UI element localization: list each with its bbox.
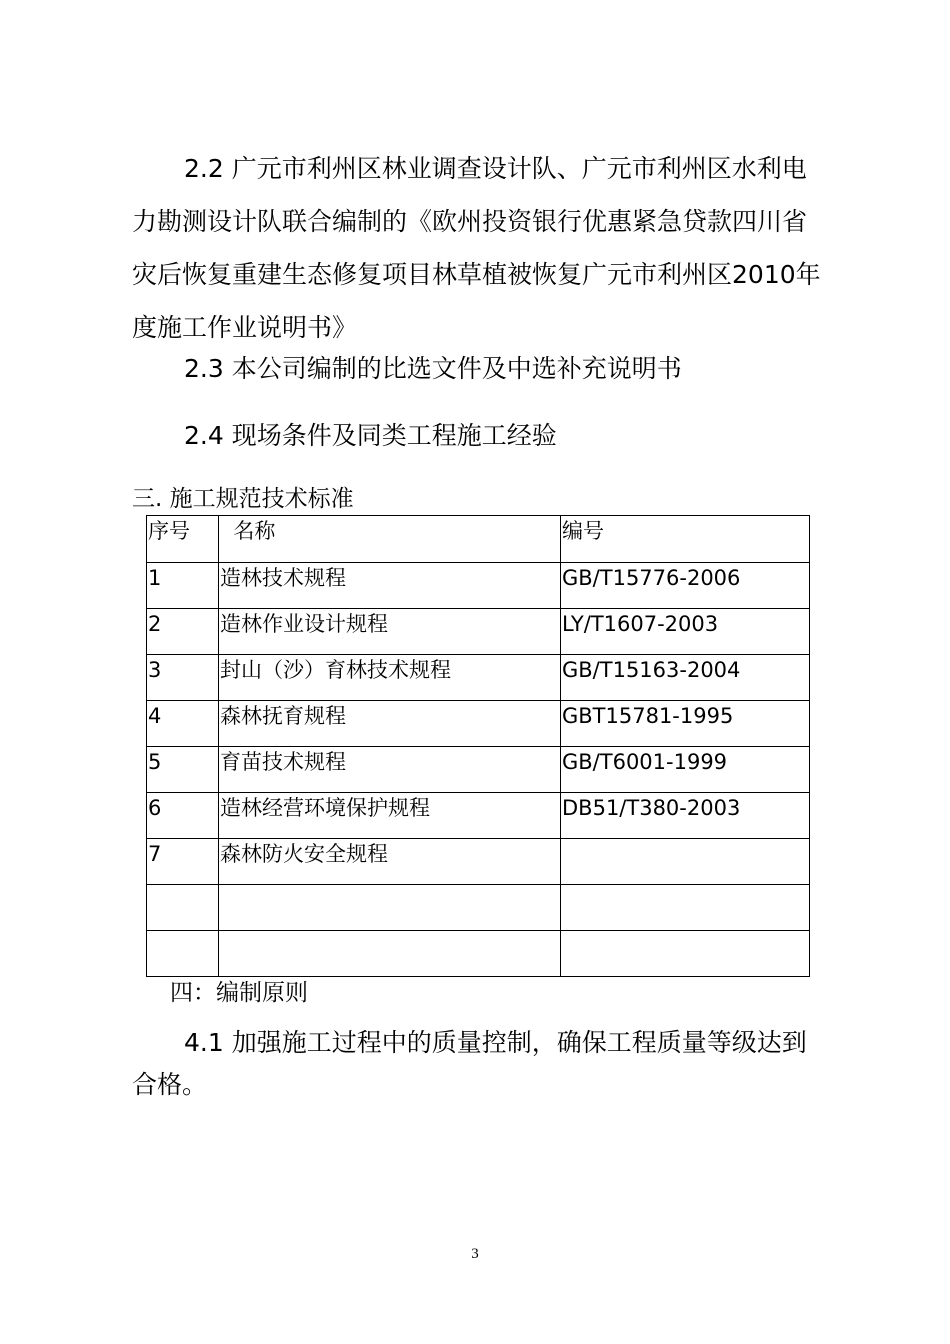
paragraph-2-2: 2.2 广元市利州区林业调查设计队、广元市利州区水利电力勘测设计队联合编制的《欧州投资银行优惠紧急贷款四川省灾后恢复重建生态修复项目林草植被恢复广元市利州区2010年度施工作业说明书》 xyxy=(132,154,821,342)
row-index: 6 xyxy=(147,793,219,839)
paragraph-2-4: 2.4 现场条件及同类工程施工经验 xyxy=(184,421,557,450)
row-code xyxy=(561,885,810,931)
row-index: 4 xyxy=(147,701,219,747)
table-row-empty xyxy=(147,885,810,931)
row-name: 造林作业设计规程 xyxy=(219,609,561,655)
row-name: 封山（沙）育林技术规程 xyxy=(219,655,561,701)
row-index: 2 xyxy=(147,609,219,655)
row-code: GBT15781-1995 xyxy=(561,701,810,747)
row-index: 7 xyxy=(147,839,219,885)
row-name xyxy=(219,885,561,931)
row-name: 育苗技术规程 xyxy=(219,747,561,793)
table-row xyxy=(147,655,810,701)
row-code: GB/T15163-2004 xyxy=(561,655,810,701)
table-row xyxy=(147,609,810,655)
table-row xyxy=(147,793,810,839)
row-code: DB51/T380-2003 xyxy=(561,793,810,839)
row-code xyxy=(561,839,810,885)
row-name: 森林防火安全规程 xyxy=(219,839,561,885)
row-index xyxy=(147,931,219,977)
row-code: LY/T1607-2003 xyxy=(561,609,810,655)
header-name: 名称 xyxy=(219,516,561,563)
section-3-heading: 三. 施工规范技术标准 xyxy=(132,486,354,512)
row-name: 造林经营环境保护规程 xyxy=(219,793,561,839)
row-index xyxy=(147,885,219,931)
row-name xyxy=(219,931,561,977)
table-row xyxy=(147,563,810,609)
row-name: 森林抚育规程 xyxy=(219,701,561,747)
paragraph-2-3: 2.3 本公司编制的比选文件及中选补充说明书 xyxy=(184,354,682,383)
table-row xyxy=(147,747,810,793)
table-row-empty xyxy=(147,931,810,977)
table-row xyxy=(147,839,810,885)
header-index: 序号 xyxy=(147,516,219,563)
table-header-row xyxy=(147,516,810,563)
table-row xyxy=(147,701,810,747)
row-code: GB/T6001-1999 xyxy=(561,747,810,793)
row-code: GB/T15776-2006 xyxy=(561,563,810,609)
header-code: 编号 xyxy=(561,516,810,563)
row-code xyxy=(561,931,810,977)
row-index: 3 xyxy=(147,655,219,701)
row-index: 1 xyxy=(147,563,219,609)
row-name: 造林技术规程 xyxy=(219,563,561,609)
standards-table xyxy=(146,515,810,977)
section-4-heading: 四：编制原则 xyxy=(170,980,308,1006)
row-index: 5 xyxy=(147,747,219,793)
page-number: 3 xyxy=(471,1246,479,1262)
paragraph-4-1: 4.1 加强施工过程中的质量控制，确保工程质量等级达到合格。 xyxy=(132,1028,807,1099)
